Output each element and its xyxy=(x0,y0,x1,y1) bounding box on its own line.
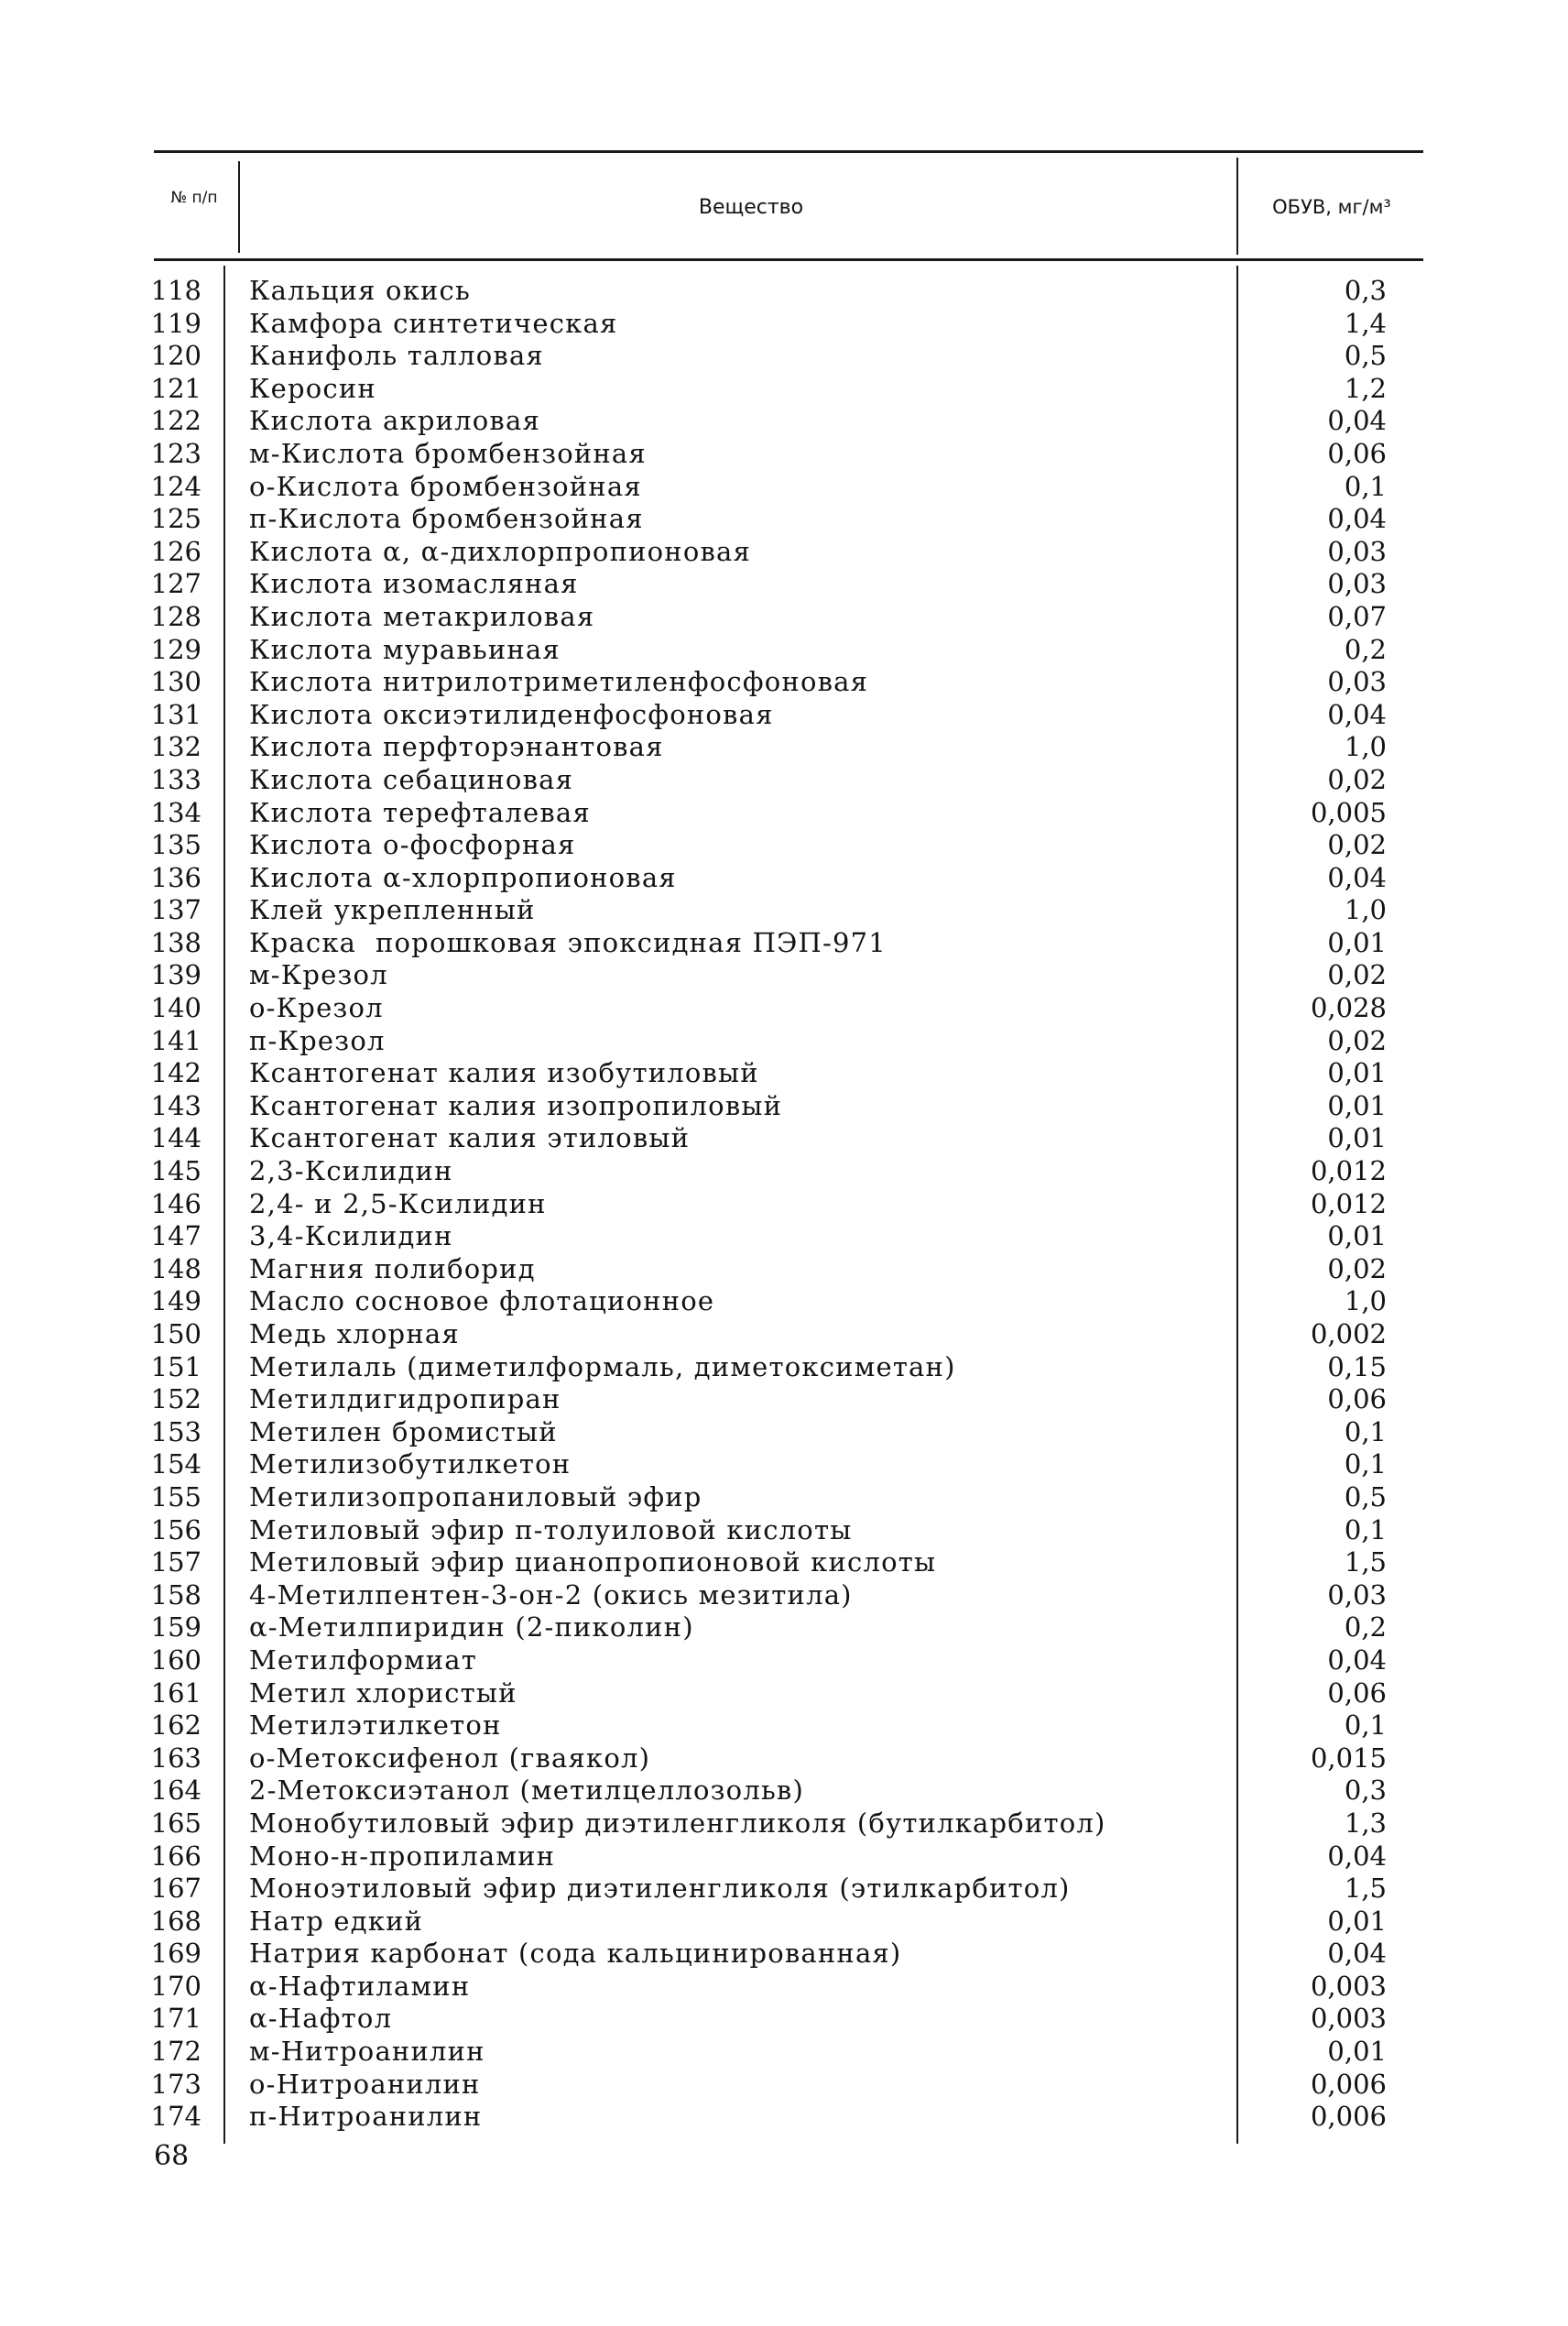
limit-value: 0,06 xyxy=(1327,1676,1387,1709)
table-row xyxy=(0,1285,1568,1318)
table-row xyxy=(0,1025,1568,1058)
limit-value: 0,04 xyxy=(1327,1938,1387,1970)
table-row xyxy=(0,959,1568,992)
row-number: 158 xyxy=(150,1578,201,1611)
row-number: 164 xyxy=(150,1775,201,1807)
top-rule xyxy=(154,150,1423,153)
substance-name: Камфора синтетическая xyxy=(249,307,618,339)
limit-value: 0,003 xyxy=(1310,2003,1387,2035)
table-row xyxy=(0,568,1568,601)
substance-name: Кислота терефталевая xyxy=(249,796,591,828)
limit-value: 0,5 xyxy=(1344,1480,1387,1512)
limit-value: 0,012 xyxy=(1310,1155,1387,1187)
table-row xyxy=(0,829,1568,862)
table-row xyxy=(0,1155,1568,1188)
table-row xyxy=(0,927,1568,960)
limit-value: 0,04 xyxy=(1327,503,1387,535)
substance-name: Метилизобутилкетон xyxy=(249,1448,572,1480)
row-number: 165 xyxy=(150,1807,201,1839)
limit-value: 0,1 xyxy=(1344,470,1387,502)
header-substance: Вещество xyxy=(698,196,804,219)
row-number: 136 xyxy=(150,861,201,893)
table-row xyxy=(0,1188,1568,1221)
substance-name: м-Крезол xyxy=(249,959,388,991)
substance-name: Ксантогенат калия изопропиловый xyxy=(249,1089,783,1121)
table-row xyxy=(0,634,1568,667)
row-number: 128 xyxy=(150,600,201,632)
limit-value: 0,03 xyxy=(1327,666,1387,698)
substance-name: п-Кислота бромбензойная xyxy=(249,503,644,535)
substance-name: Кальция окись xyxy=(249,275,471,306)
table-row xyxy=(0,1709,1568,1742)
limit-value: 0,03 xyxy=(1327,1578,1387,1611)
table-row xyxy=(0,1448,1568,1481)
limit-value: 0,1 xyxy=(1344,1448,1387,1480)
limit-value: 0,005 xyxy=(1310,796,1387,828)
limit-value: 1,5 xyxy=(1344,1873,1387,1905)
table-row xyxy=(0,373,1568,406)
substance-name: п-Нитроанилин xyxy=(249,2101,483,2133)
row-number: 132 xyxy=(150,731,201,763)
row-number: 139 xyxy=(150,959,201,991)
substance-name: Ксантогенат калия изобутиловый xyxy=(249,1057,759,1089)
table-body xyxy=(0,275,1568,2134)
header-bottom-rule xyxy=(154,258,1423,261)
table-row xyxy=(0,2101,1568,2134)
row-number: 166 xyxy=(150,1840,201,1872)
table-row xyxy=(0,2003,1568,2036)
limit-value: 0,006 xyxy=(1310,2101,1387,2133)
limit-value: 0,02 xyxy=(1327,763,1387,795)
row-number: 169 xyxy=(150,1938,201,1970)
table-row xyxy=(0,1938,1568,1971)
substance-name: Кислота себациновая xyxy=(249,763,574,795)
table-row xyxy=(0,275,1568,308)
table-row xyxy=(0,1873,1568,1906)
table-row xyxy=(0,2069,1568,2102)
row-number: 163 xyxy=(150,1742,201,1774)
substance-name: Метилизопропаниловый эфир xyxy=(249,1480,702,1512)
substance-name: о-Нитроанилин xyxy=(249,2068,481,2100)
row-number: 155 xyxy=(150,1480,201,1512)
table-row xyxy=(0,536,1568,569)
row-number: 122 xyxy=(150,405,201,437)
row-number: 144 xyxy=(150,1122,201,1154)
row-number: 146 xyxy=(150,1187,201,1219)
substance-name: о-Метоксифенол (гваякол) xyxy=(249,1742,651,1774)
table-row xyxy=(0,1611,1568,1644)
substance-name: 3,4-Ксилидин xyxy=(249,1220,453,1252)
limit-value: 0,006 xyxy=(1310,2068,1387,2100)
row-number: 135 xyxy=(150,829,201,861)
substance-name: 2,3-Ксилидин xyxy=(249,1155,453,1187)
row-number: 118 xyxy=(150,275,201,306)
row-number: 173 xyxy=(150,2068,201,2100)
limit-value: 0,2 xyxy=(1344,1611,1387,1643)
substance-name: Монобутиловый эфир диэтиленгликоля (бутилкарбитол) xyxy=(249,1807,1106,1839)
substance-name: Моно-н-пропиламин xyxy=(249,1840,556,1872)
substance-name: 2-Метоксиэтанол (метилцеллозольв) xyxy=(249,1775,804,1807)
limit-value: 0,02 xyxy=(1327,1024,1387,1056)
table-row xyxy=(0,1318,1568,1351)
table-row xyxy=(0,992,1568,1025)
row-number: 174 xyxy=(150,2101,201,2133)
row-number: 130 xyxy=(150,666,201,698)
row-number: 143 xyxy=(150,1089,201,1121)
table-row xyxy=(0,1677,1568,1710)
row-number: 133 xyxy=(150,763,201,795)
table-row xyxy=(0,1057,1568,1090)
limit-value: 0,04 xyxy=(1327,1840,1387,1872)
substance-name: Метиловый эфир п-толуиловой кислоты xyxy=(249,1513,853,1545)
substance-name: Кислота акриловая xyxy=(249,405,540,437)
row-number: 131 xyxy=(150,698,201,730)
limit-value: 0,5 xyxy=(1344,340,1387,372)
row-number: 126 xyxy=(150,535,201,567)
table-row xyxy=(0,731,1568,764)
row-number: 172 xyxy=(150,2036,201,2068)
limit-value: 0,015 xyxy=(1310,1742,1387,1774)
limit-value: 0,1 xyxy=(1344,1513,1387,1545)
limit-value: 0,15 xyxy=(1327,1350,1387,1382)
row-number: 149 xyxy=(150,1285,201,1317)
limit-value: 1,0 xyxy=(1344,731,1387,763)
row-number: 156 xyxy=(150,1513,201,1545)
substance-name: Натрия карбонат (сода кальцинированная) xyxy=(249,1938,902,1970)
table-row xyxy=(0,1253,1568,1286)
limit-value: 1,0 xyxy=(1344,1285,1387,1317)
substance-name: о-Крезол xyxy=(249,992,384,1024)
table-row xyxy=(0,2036,1568,2069)
row-number: 123 xyxy=(150,437,201,469)
substance-name: Краска порошковая эпоксидная ПЭП-971 xyxy=(249,926,887,958)
substance-name: п-Крезол xyxy=(249,1024,386,1056)
table-row xyxy=(0,666,1568,699)
table-row xyxy=(0,1416,1568,1449)
row-number: 120 xyxy=(150,340,201,372)
substance-name: Кислота перфторэнантовая xyxy=(249,731,664,763)
row-number: 125 xyxy=(150,503,201,535)
row-number: 152 xyxy=(150,1383,201,1415)
row-number: 147 xyxy=(150,1220,201,1252)
limit-value: 1,2 xyxy=(1344,372,1387,404)
table-row xyxy=(0,1906,1568,1938)
substance-name: Масло сосновое флотационное xyxy=(249,1285,715,1317)
table-row xyxy=(0,1090,1568,1123)
table-row xyxy=(0,1807,1568,1840)
substance-name: Кислота изомасляная xyxy=(249,568,579,600)
row-number: 141 xyxy=(150,1024,201,1056)
limit-value: 0,01 xyxy=(1327,1089,1387,1121)
limit-value: 0,003 xyxy=(1310,1970,1387,2002)
row-number: 140 xyxy=(150,992,201,1024)
table-row xyxy=(0,699,1568,732)
limit-value: 0,002 xyxy=(1310,1318,1387,1349)
table-row xyxy=(0,601,1568,634)
substance-name: Кислота метакриловая xyxy=(249,600,595,632)
substance-name: Кислота α-хлорпропионовая xyxy=(249,861,677,893)
substance-name: Моноэтиловый эфир диэтиленгликоля (этилкарбитол) xyxy=(249,1873,1071,1905)
substance-name: Метил хлористый xyxy=(249,1676,517,1709)
row-number: 162 xyxy=(150,1709,201,1742)
limit-value: 0,01 xyxy=(1327,1905,1387,1937)
row-number: 127 xyxy=(150,568,201,600)
substance-name: Кислота муравьиная xyxy=(249,633,561,665)
page-number: 68 xyxy=(154,2140,190,2172)
limit-value: 0,02 xyxy=(1327,959,1387,991)
limit-value: 0,2 xyxy=(1344,633,1387,665)
row-number: 171 xyxy=(150,2003,201,2035)
row-number: 142 xyxy=(150,1057,201,1089)
limit-value: 1,4 xyxy=(1344,307,1387,339)
limit-value: 0,04 xyxy=(1327,1643,1387,1676)
row-number: 161 xyxy=(150,1676,201,1709)
limit-value: 1,5 xyxy=(1344,1546,1387,1578)
substance-name: Медь хлорная xyxy=(249,1318,460,1349)
table-row xyxy=(0,1546,1568,1579)
limit-value: 0,01 xyxy=(1327,1057,1387,1089)
row-number: 121 xyxy=(150,372,201,404)
substance-name: 4-Метилпентен-3-он-2 (окись мезитила) xyxy=(249,1578,853,1611)
row-number: 170 xyxy=(150,1970,201,2002)
table-row xyxy=(0,1383,1568,1416)
substance-name: Метилаль (диметилформаль, диметоксиметан) xyxy=(249,1350,956,1382)
row-number: 138 xyxy=(150,926,201,958)
table-row xyxy=(0,471,1568,504)
table-row xyxy=(0,1971,1568,2004)
limit-value: 0,06 xyxy=(1327,1383,1387,1415)
table-row xyxy=(0,797,1568,830)
substance-name: Керосин xyxy=(249,372,376,404)
table-row xyxy=(0,1220,1568,1253)
limit-value: 0,3 xyxy=(1344,1775,1387,1807)
row-number: 119 xyxy=(150,307,201,339)
row-number: 157 xyxy=(150,1546,201,1578)
substance-name: Ксантогенат калия этиловый xyxy=(249,1122,691,1154)
header-limit: ОБУВ, мг/м³ xyxy=(1272,196,1391,218)
row-number: 124 xyxy=(150,470,201,502)
table-row xyxy=(0,894,1568,927)
substance-name: α-Нафтиламин xyxy=(249,1970,471,2002)
table-row xyxy=(0,862,1568,895)
row-number: 167 xyxy=(150,1873,201,1905)
table-row xyxy=(0,1351,1568,1384)
limit-value: 1,3 xyxy=(1344,1807,1387,1839)
substance-name: Метилформиат xyxy=(249,1643,477,1676)
table-row xyxy=(0,1579,1568,1612)
table-row xyxy=(0,1481,1568,1514)
limit-value: 0,07 xyxy=(1327,600,1387,632)
substance-name: Клей укрепленный xyxy=(249,894,536,926)
row-number: 148 xyxy=(150,1252,201,1284)
substance-name: м-Кислота бромбензойная xyxy=(249,437,647,469)
substance-name: Метилен бромистый xyxy=(249,1415,558,1447)
limit-value: 0,04 xyxy=(1327,405,1387,437)
row-number: 129 xyxy=(150,633,201,665)
table-row xyxy=(0,308,1568,341)
table-row xyxy=(0,1775,1568,1807)
row-number: 154 xyxy=(150,1448,201,1480)
limit-value: 0,02 xyxy=(1327,829,1387,861)
table-row xyxy=(0,405,1568,438)
table-row xyxy=(0,503,1568,536)
limit-value: 0,1 xyxy=(1344,1415,1387,1447)
substance-name: Канифоль талловая xyxy=(249,340,544,372)
substance-name: Натр едкий xyxy=(249,1905,424,1937)
limit-value: 0,01 xyxy=(1327,1220,1387,1252)
row-number: 160 xyxy=(150,1643,201,1676)
table-row xyxy=(0,438,1568,471)
substance-name: α-Нафтол xyxy=(249,2003,393,2035)
substance-name: Кислота оксиэтилиденфосфоновая xyxy=(249,698,774,730)
row-number: 150 xyxy=(150,1318,201,1349)
substance-name: Метилдигидропиран xyxy=(249,1383,561,1415)
row-number: 145 xyxy=(150,1155,201,1187)
header-num: № п/п xyxy=(170,189,218,207)
header-divider-left xyxy=(238,161,240,253)
row-number: 153 xyxy=(150,1415,201,1447)
limit-value: 0,028 xyxy=(1310,992,1387,1024)
substance-name: 2,4- и 2,5-Ксилидин xyxy=(249,1187,547,1219)
limit-value: 1,0 xyxy=(1344,894,1387,926)
row-number: 134 xyxy=(150,796,201,828)
substance-name: Метиловый эфир цианопропионовой кислоты xyxy=(249,1546,937,1578)
row-number: 137 xyxy=(150,894,201,926)
limit-value: 0,01 xyxy=(1327,2036,1387,2068)
substance-name: о-Кислота бромбензойная xyxy=(249,470,642,502)
row-number: 151 xyxy=(150,1350,201,1382)
limit-value: 0,01 xyxy=(1327,926,1387,958)
limit-value: 0,3 xyxy=(1344,275,1387,306)
substance-name: Кислота о-фосфорная xyxy=(249,829,576,861)
table-row xyxy=(0,1742,1568,1775)
table-row xyxy=(0,1644,1568,1677)
limit-value: 0,1 xyxy=(1344,1709,1387,1742)
substance-name: Кислота нитрилотриметиленфосфоновая xyxy=(249,666,869,698)
row-number: 159 xyxy=(150,1611,201,1643)
limit-value: 0,03 xyxy=(1327,535,1387,567)
substance-name: м-Нитроанилин xyxy=(249,2036,485,2068)
limit-value: 0,012 xyxy=(1310,1187,1387,1219)
limit-value: 0,06 xyxy=(1327,437,1387,469)
limit-value: 0,02 xyxy=(1327,1252,1387,1284)
header-divider-right xyxy=(1236,158,1238,255)
substance-name: Кислота α, α-дихлорпропионовая xyxy=(249,535,752,567)
substance-name: Метилэтилкетон xyxy=(249,1709,502,1742)
limit-value: 0,03 xyxy=(1327,568,1387,600)
row-number: 168 xyxy=(150,1905,201,1937)
substance-name: Магния полиборид xyxy=(249,1252,536,1284)
table-row xyxy=(0,1514,1568,1547)
substance-name: α-Метилпиридин (2-пиколин) xyxy=(249,1611,694,1643)
table-row xyxy=(0,1122,1568,1155)
table-row xyxy=(0,1840,1568,1873)
limit-value: 0,01 xyxy=(1327,1122,1387,1154)
limit-value: 0,04 xyxy=(1327,861,1387,893)
limit-value: 0,04 xyxy=(1327,698,1387,730)
table-row xyxy=(0,764,1568,797)
table-row xyxy=(0,340,1568,373)
